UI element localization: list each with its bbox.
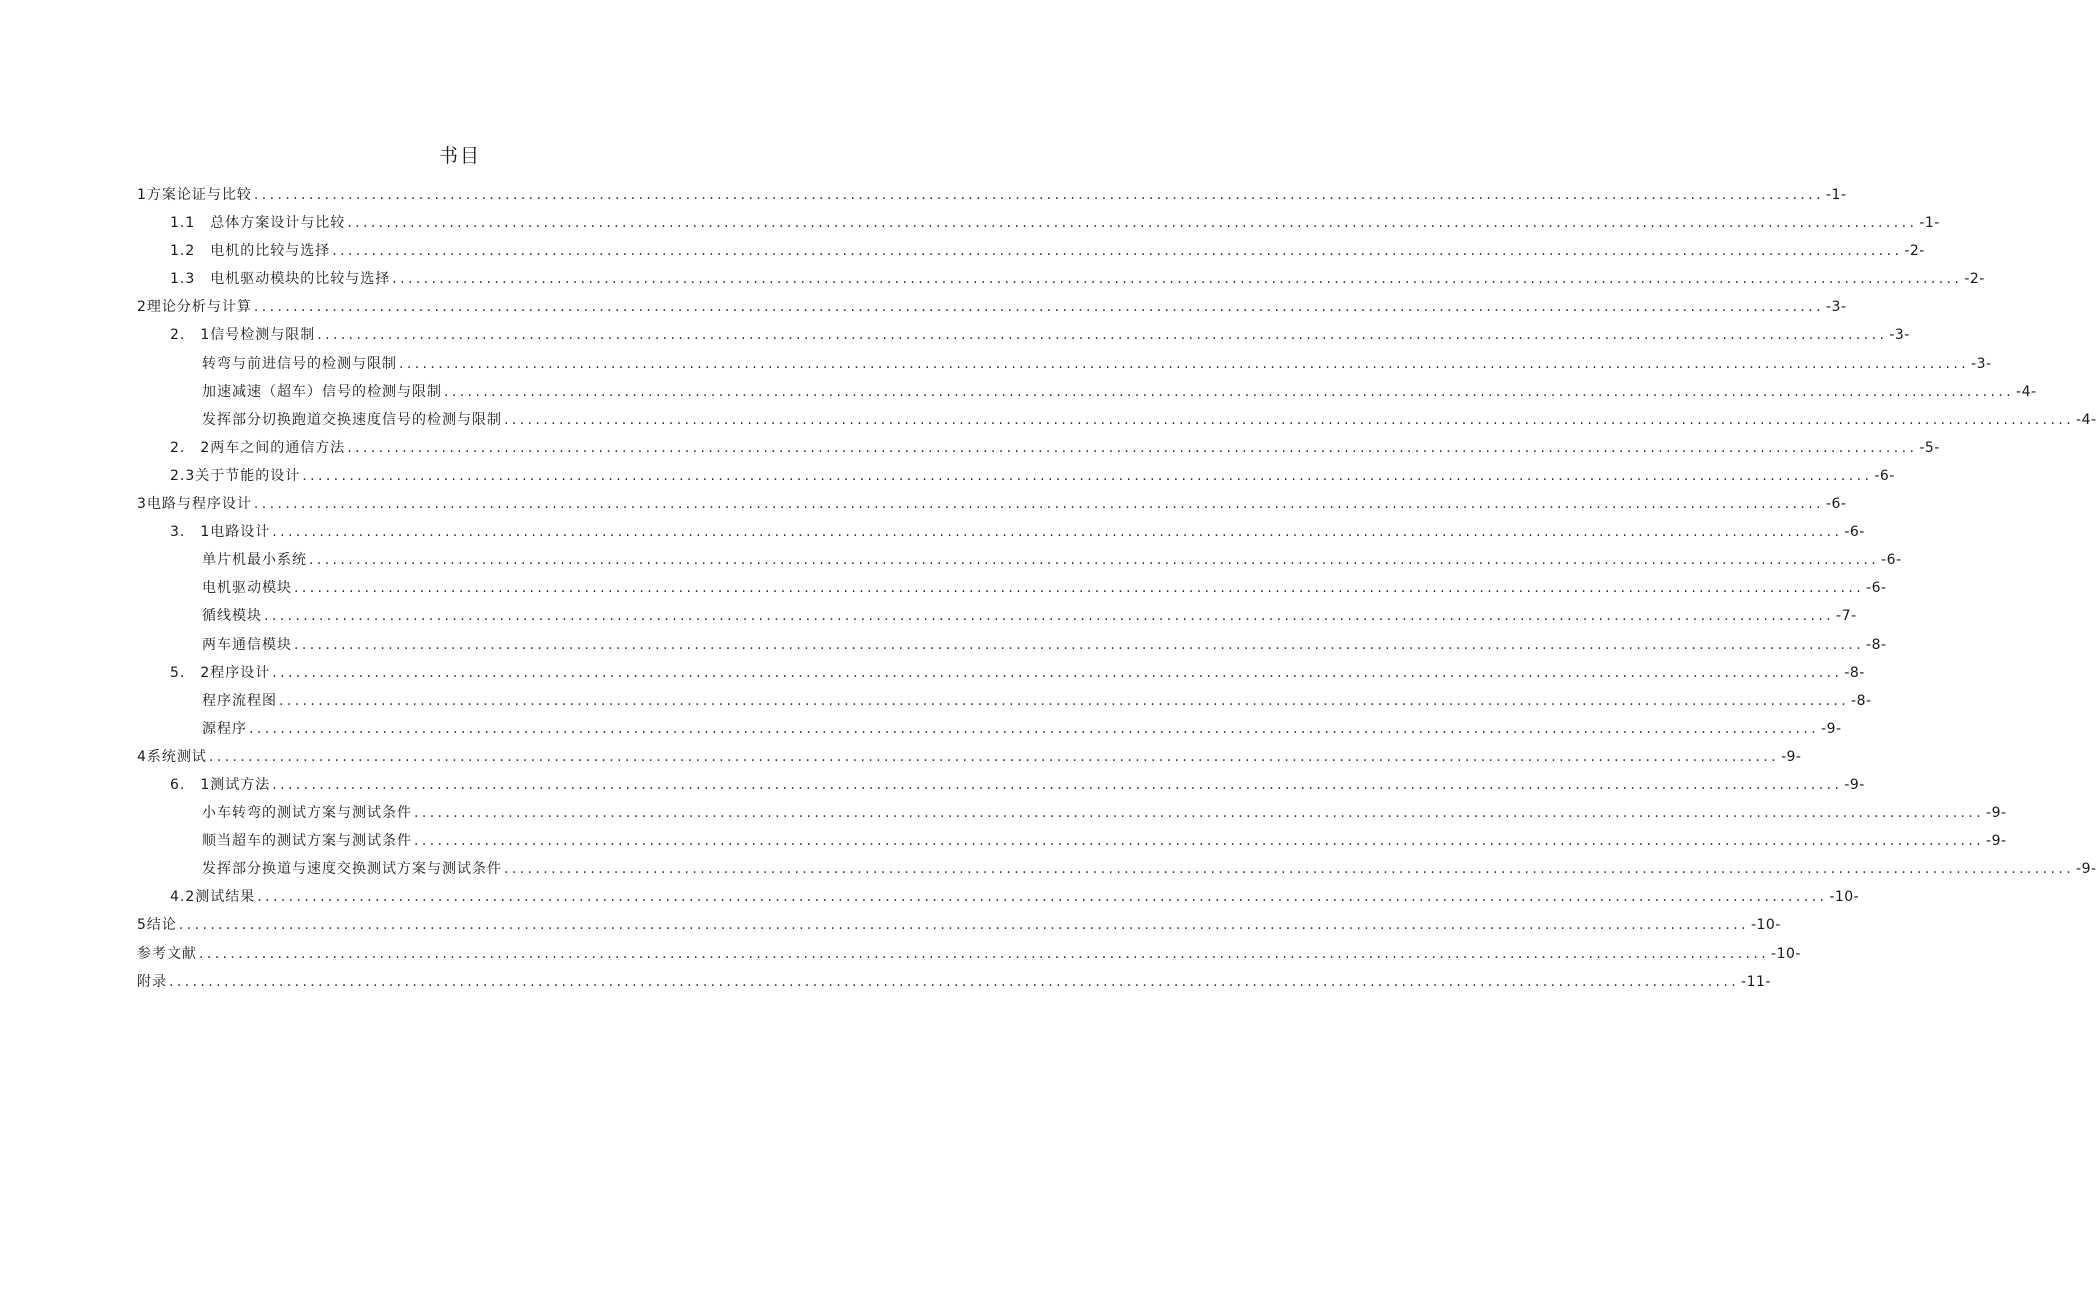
toc-entry-label: 2. 2两车之间的通信方法 — [170, 439, 346, 456]
toc-dot-leader: ........................................................................................................................................................................................................ — [504, 861, 2075, 878]
toc-entry-label: 转弯与前进信号的检测与限制 — [202, 355, 397, 372]
toc-entry[interactable] — [137, 237, 1925, 265]
toc-entry-label: 电机驱动模块 — [202, 580, 292, 597]
toc-entry-label: 2.3关于节能的设计 — [170, 467, 301, 484]
toc-entry[interactable] — [137, 687, 1872, 715]
toc-entry-label: 4.2测试结果 — [170, 889, 256, 906]
table-of-contents — [137, 181, 2097, 996]
toc-entry[interactable] — [137, 209, 1940, 237]
toc-entry[interactable] — [137, 743, 1802, 771]
toc-dot-leader: ........................................................................................................................................................................................................ — [302, 467, 1873, 484]
toc-entry[interactable] — [137, 968, 1771, 996]
toc-dot-leader: ........................................................................................................................................................................................................ — [178, 917, 1749, 934]
toc-entry-label: 发挥部分换道与速度交换测试方案与测试条件 — [202, 861, 502, 878]
toc-entry-page-number: -6- — [1844, 524, 1865, 541]
toc-entry[interactable] — [137, 855, 2097, 883]
toc-entry[interactable] — [137, 631, 1887, 659]
toc-dot-leader: ........................................................................................................................................................................................................ — [444, 383, 2015, 400]
toc-entry-page-number: -1- — [1825, 187, 1847, 203]
toc-dot-leader: ........................................................................................................................................................................................................ — [199, 945, 1770, 962]
toc-entry[interactable] — [137, 378, 2037, 406]
toc-entry[interactable] — [137, 911, 1781, 939]
toc-entry[interactable] — [137, 659, 1865, 687]
toc-entry-label: 源程序 — [202, 720, 247, 737]
toc-entry-label: 1.3 电机驱动模块的比较与选择 — [170, 271, 391, 288]
toc-entry[interactable] — [137, 771, 1865, 799]
page-title: 书目 — [438, 145, 481, 167]
toc-entry-page-number: -6- — [1825, 496, 1847, 513]
toc-entry-page-number: -9- — [1986, 833, 2007, 850]
toc-entry[interactable] — [137, 321, 1910, 349]
toc-dot-leader: ........................................................................................................................................................................................................ — [414, 805, 1985, 822]
toc-dot-leader: ........................................................................................................................................................................................................ — [347, 215, 1918, 232]
toc-entry-page-number: -3- — [1971, 355, 1992, 372]
toc-dot-leader: ........................................................................................................................................................................................................ — [272, 524, 1843, 541]
toc-entry-page-number: -5- — [1919, 439, 1940, 456]
toc-entry-label: 5. 2程序设计 — [170, 664, 271, 681]
toc-entry[interactable] — [137, 940, 1801, 968]
toc-entry-label: 参考文献 — [137, 945, 197, 962]
toc-dot-leader: ........................................................................................................................................................................................................ — [169, 973, 1740, 990]
toc-entry[interactable] — [137, 462, 1895, 490]
toc-entry-label: 顺当超车的测试方案与测试条件 — [202, 833, 412, 850]
toc-dot-leader: ........................................................................................................................................................................................................ — [347, 439, 1918, 456]
toc-dot-leader: ........................................................................................................................................................................................................ — [253, 187, 1824, 203]
toc-entry-label: 1方案论证与比较 — [137, 187, 252, 203]
toc-entry-label: 2理论分析与计算 — [137, 299, 252, 316]
toc-dot-leader: ........................................................................................................................................................................................................ — [208, 748, 1779, 765]
toc-entry[interactable] — [137, 181, 1847, 209]
toc-entry-page-number: -10- — [1829, 889, 1860, 906]
toc-entry-page-number: -6- — [1881, 552, 1902, 569]
toc-entry-page-number: -6- — [1874, 467, 1895, 484]
toc-entry-label: 6. 1测试方法 — [170, 776, 271, 793]
toc-entry-label: 5结论 — [137, 917, 177, 934]
toc-entry[interactable] — [137, 602, 1857, 630]
toc-entry-label: 2. 1信号检测与限制 — [170, 327, 316, 344]
toc-entry[interactable] — [137, 293, 1847, 321]
toc-dot-leader: ........................................................................................................................................................................................................ — [317, 327, 1888, 344]
toc-entry-page-number: -9- — [1986, 805, 2007, 822]
toc-entry-page-number: -10- — [1771, 945, 1801, 962]
toc-dot-leader: ........................................................................................................................................................................................................ — [279, 692, 1850, 709]
toc-entry-label: 小车转弯的测试方案与测试条件 — [202, 805, 412, 822]
toc-entry[interactable] — [137, 434, 1940, 462]
toc-entry-page-number: -9- — [1844, 776, 1865, 793]
toc-entry-label: 两车通信模块 — [202, 636, 292, 653]
toc-dot-leader: ........................................................................................................................................................................................................ — [264, 608, 1835, 625]
toc-entry-label: 4系统测试 — [137, 748, 207, 765]
toc-entry-label: 循线模块 — [202, 608, 262, 625]
toc-entry[interactable] — [137, 827, 2007, 855]
toc-dot-leader: ........................................................................................................................................................................................................ — [294, 636, 1865, 653]
toc-entry-page-number: -4- — [2016, 383, 2037, 400]
toc-entry-label: 加速减速（超车）信号的检测与限制 — [202, 383, 442, 400]
toc-entry[interactable] — [137, 546, 1902, 574]
toc-dot-leader: ........................................................................................................................................................................................................ — [249, 720, 1820, 737]
toc-entry-page-number: -2- — [1964, 271, 1985, 288]
toc-entry-page-number: -8- — [1851, 692, 1872, 709]
toc-entry-page-number: -7- — [1836, 608, 1857, 625]
toc-entry-page-number: -8- — [1844, 664, 1865, 681]
toc-entry-page-number: -9- — [1780, 748, 1802, 765]
toc-entry[interactable] — [137, 265, 1985, 293]
toc-entry[interactable] — [137, 406, 2097, 434]
toc-dot-leader: ........................................................................................................................................................................................................ — [392, 271, 1963, 288]
toc-entry-page-number: -11- — [1741, 973, 1771, 990]
toc-entry-page-number: -6- — [1866, 580, 1887, 597]
toc-entry-label: 发挥部分切换跑道交换速度信号的检测与限制 — [202, 411, 502, 428]
toc-dot-leader: ........................................................................................................................................................................................................ — [272, 664, 1843, 681]
toc-entry[interactable] — [137, 799, 2007, 827]
toc-entry-page-number: -4- — [2076, 411, 2097, 428]
toc-entry[interactable] — [137, 574, 1887, 602]
toc-entry-page-number: -9- — [2076, 861, 2097, 878]
toc-dot-leader: ........................................................................................................................................................................................................ — [294, 580, 1865, 597]
toc-entry-label: 单片机最小系统 — [202, 552, 307, 569]
toc-entry-page-number: -1- — [1919, 215, 1940, 232]
toc-dot-leader: ........................................................................................................................................................................................................ — [253, 496, 1824, 513]
toc-dot-leader: ........................................................................................................................................................................................................ — [309, 552, 1880, 569]
toc-entry-label: 1.2 电机的比较与选择 — [170, 243, 331, 260]
toc-dot-leader: ........................................................................................................................................................................................................ — [257, 889, 1828, 906]
toc-dot-leader: ........................................................................................................................................................................................................ — [414, 833, 1985, 850]
toc-entry[interactable] — [137, 518, 1865, 546]
toc-dot-leader: ........................................................................................................................................................................................................ — [504, 411, 2075, 428]
toc-entry-label: 3电路与程序设计 — [137, 496, 252, 513]
toc-entry-label: 附录 — [137, 973, 167, 990]
toc-entry-page-number: -9- — [1821, 720, 1842, 737]
toc-entry-label: 1.1 总体方案设计与比较 — [170, 215, 346, 232]
toc-dot-leader: ........................................................................................................................................................................................................ — [253, 299, 1824, 316]
toc-dot-leader: ........................................................................................................................................................................................................ — [332, 243, 1903, 260]
toc-dot-leader: ........................................................................................................................................................................................................ — [399, 355, 1970, 372]
toc-entry-page-number: -3- — [1889, 327, 1910, 344]
toc-entry-label: 程序流程图 — [202, 692, 277, 709]
toc-entry-page-number: -8- — [1866, 636, 1887, 653]
toc-entry-page-number: -2- — [1904, 243, 1925, 260]
toc-entry-label: 3. 1电路设计 — [170, 524, 271, 541]
toc-entry[interactable] — [137, 715, 1842, 743]
toc-entry[interactable] — [137, 883, 1860, 911]
toc-dot-leader: ........................................................................................................................................................................................................ — [272, 776, 1843, 793]
toc-entry[interactable] — [137, 350, 1992, 378]
toc-entry-page-number: -10- — [1750, 917, 1781, 934]
toc-entry-page-number: -3- — [1825, 299, 1847, 316]
toc-entry[interactable] — [137, 490, 1847, 518]
